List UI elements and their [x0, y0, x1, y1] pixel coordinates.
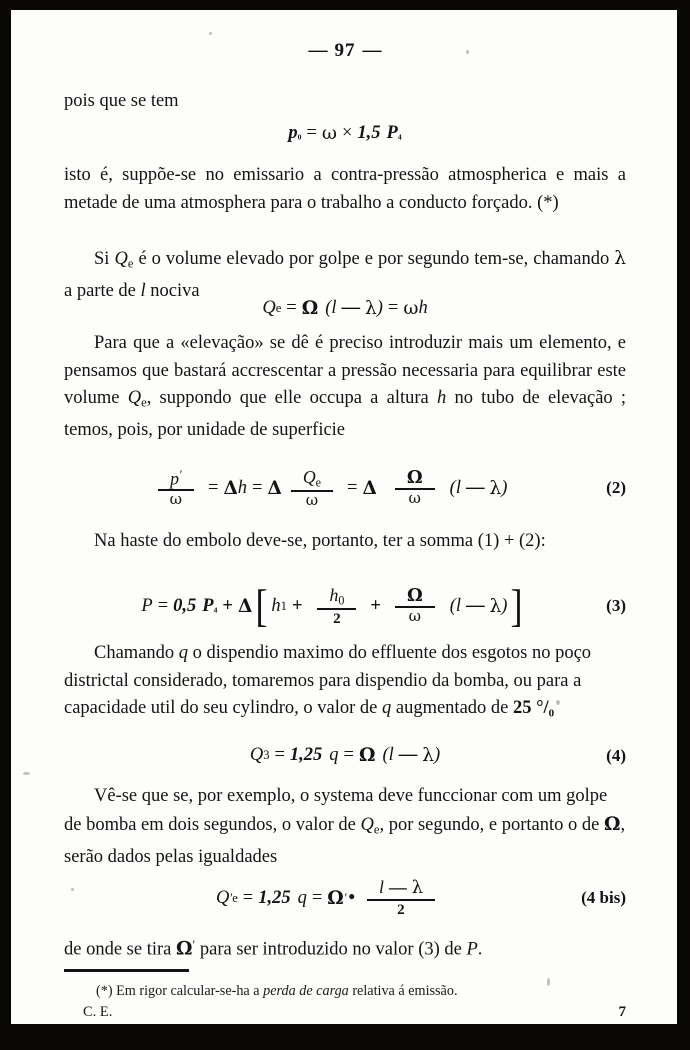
- p6-text: Chamando: [94, 643, 175, 663]
- eq1-lambda: λ: [365, 298, 377, 319]
- footnote-emphasis: perda de carga: [263, 983, 349, 999]
- eq2-denominator-omega: ω: [169, 489, 182, 508]
- p3-symbol-l: l: [140, 281, 146, 302]
- eq2-equals-2: =: [252, 477, 263, 498]
- eq3-plus-2: +: [291, 595, 303, 616]
- folio-dash-right: —: [362, 40, 382, 61]
- eq4-equals-1: =: [274, 745, 285, 765]
- eq4bis-frac: [367, 878, 435, 918]
- paragraph-si-qe: [64, 245, 626, 306]
- p6-symbol-q: q: [178, 643, 189, 663]
- eq4bis-Q-sub: e: [232, 890, 238, 905]
- eq1-h: h: [418, 298, 428, 318]
- eq4bis-lambda: λ: [411, 878, 423, 899]
- eq0-times: ×: [341, 123, 353, 143]
- p7-text: Vê-se que se, por exemplo, o systema deve funccionar com um golpe de bomba em dois segundos, o valor de: [64, 786, 608, 835]
- equation-p0: [64, 123, 626, 144]
- eq3-lparen: (: [449, 595, 456, 616]
- eq2-frac-p-omega: [158, 469, 194, 508]
- paragraph-text: isto é, suppõe-se no emissario a contra-pressão atmospherica e mais a metade de uma atmosphera para o trabalho a conducto forçado. (*): [64, 165, 626, 213]
- eq0-lhs-sub: ₀: [297, 126, 302, 140]
- eq4bis-q: q: [297, 887, 307, 908]
- eq2-rparen: ): [501, 477, 508, 498]
- eq3-right-bracket: ]: [510, 580, 524, 631]
- p3-symbol-Q: Q: [114, 249, 128, 269]
- eq3-plus-1: +: [222, 595, 233, 616]
- eq4bis-equals-1: =: [242, 887, 254, 908]
- paragraph-pois-que-se-tem: [64, 88, 626, 116]
- equation-number-4: (4): [606, 745, 626, 765]
- eq3-Pj-sub: ₄: [213, 598, 218, 613]
- eq0-omega: ω: [321, 123, 337, 144]
- p8-text: de onde se tira: [64, 939, 172, 960]
- eq2-lparen: (: [449, 477, 456, 498]
- eq2-Q: Q: [302, 466, 316, 487]
- eq3-denominator-omega: ω: [408, 607, 422, 626]
- eq2-Delta-3: Δ: [362, 477, 377, 499]
- eq1-Omega: Ω: [301, 298, 319, 319]
- folio-number: 97: [334, 40, 356, 61]
- eq3-rparen: ): [501, 595, 508, 616]
- scan-speck: [209, 32, 212, 35]
- eq1-equals-1: =: [286, 298, 297, 318]
- eq2-equals-1: =: [208, 477, 219, 498]
- eq3-h1: h: [271, 595, 281, 616]
- eq4-Q: Q: [249, 745, 264, 765]
- eq2-Delta-2: Δ: [267, 477, 282, 499]
- eq4bis-Omega: Ω: [327, 887, 344, 909]
- eq3-h0-sub: 0: [338, 592, 345, 607]
- scan-speck: [556, 700, 560, 705]
- equation-number-2: (2): [606, 478, 626, 497]
- eq4-q: q: [329, 745, 339, 765]
- paragraph-ve-se-que-se: [64, 783, 626, 871]
- scan-speck: [23, 772, 30, 775]
- folio-dash-left: —: [308, 40, 328, 61]
- equation-number-3: (3): [606, 596, 626, 615]
- eq4bis-numerator: [367, 878, 435, 899]
- eq0-P-sub: ₄: [397, 126, 402, 140]
- paragraph-isto-e: [64, 162, 626, 217]
- eq2-equals-3: =: [347, 477, 358, 498]
- eq0-equals: =: [306, 123, 317, 143]
- eq1-Q: Q: [262, 298, 276, 318]
- p7-text-3: , serão dados pelas igualdades: [64, 814, 626, 867]
- equation-4: [64, 745, 626, 766]
- p6-text-3: augmentado de: [395, 698, 509, 718]
- eq2-p: p: [170, 467, 179, 488]
- eq3-h1-sub: 1: [280, 598, 287, 613]
- equation-Qe: [64, 298, 626, 319]
- p7-symbol-sub: e: [373, 822, 380, 837]
- eq2-numerator-p: [158, 469, 194, 489]
- eq3-numerator-h0: [317, 586, 356, 608]
- eq3-l: l: [455, 595, 462, 616]
- eq4-Omega: Ω: [358, 745, 376, 766]
- equation-number-4bis: (4 bis): [581, 888, 626, 907]
- p5-text: Na haste do embolo deve-se, portanto, ter a somma (1) + (2):: [94, 531, 546, 551]
- eq4bis-denominator: 2: [397, 900, 405, 918]
- eq3-lambda: λ: [489, 595, 502, 617]
- eq2-p-prime: ′: [178, 467, 182, 482]
- eq3-frac-Omega-omega: [395, 584, 435, 626]
- signature-number: 7: [618, 1004, 626, 1020]
- eq4-minus: —: [398, 745, 418, 765]
- eq3-plus-3: +: [370, 595, 381, 616]
- eq2-h: h: [237, 477, 248, 498]
- p6-percentage: 25 °/₀: [513, 698, 555, 718]
- eq3-coefficient: 0,5: [173, 595, 197, 616]
- paragraph-text: pois que se tem: [64, 91, 179, 111]
- colophon-initials: C. E.: [83, 1004, 113, 1020]
- eq3-left-bracket: [: [255, 580, 268, 631]
- p3-lead: Si: [94, 249, 110, 269]
- eq4-Q-sub: 3: [263, 748, 270, 762]
- p3-lambda: λ: [614, 248, 627, 269]
- eq3-minus: —: [466, 595, 485, 616]
- p7-symbol-Q: Q: [360, 814, 374, 835]
- eq2-denominator-omega-2: ω: [305, 490, 319, 509]
- eq4-value: 1,25: [289, 745, 323, 765]
- scan-speck: [71, 888, 74, 891]
- eq4bis-value: 1,25: [258, 887, 291, 908]
- p8-text-2: para ser introduzido no valor (3) de: [199, 939, 462, 960]
- scan-speck: [547, 978, 550, 986]
- eq2-Delta-1: Δ: [223, 477, 238, 499]
- footnote-separator: [64, 969, 189, 972]
- eq4-l: l: [388, 745, 394, 765]
- footnote-marker: (*): [96, 983, 113, 999]
- p8-Omega: Ω: [176, 938, 193, 960]
- eq2-denominator-omega-3: ω: [408, 489, 421, 508]
- footnote-text-b: relativa á emissão.: [352, 983, 458, 999]
- eq2-numerator-Omega: Ω: [406, 466, 423, 488]
- p8-period: .: [477, 939, 483, 960]
- paragraph-na-haste: [64, 528, 626, 556]
- p7-text-2: , por segundo, e portanto o de: [379, 814, 600, 835]
- p3-text-2: a parte de: [64, 281, 136, 302]
- eq1-Q-sub: e: [275, 301, 282, 315]
- eq4-lambda: λ: [422, 745, 434, 766]
- document-page: [11, 10, 677, 1024]
- paragraph-chamando-q: [64, 640, 626, 723]
- eq0-value: 1,5: [357, 123, 381, 143]
- p8-symbol-P: P: [466, 939, 478, 960]
- eq3-numerator-Omega: Ω: [406, 584, 423, 606]
- paragraph-de-onde-se-tira: [64, 932, 626, 964]
- eq4bis-equals-2: =: [311, 887, 323, 908]
- p4-text: Para que a «elevação» se dê é preciso introduzir mais um elemento, e pensamos que bastará accrescentar a pressão necessaria para equilibrar este volume: [64, 333, 626, 408]
- p3-text: é o volume elevado por golpe e por segundo tem-se, chamando: [138, 249, 610, 269]
- scan-speck: [466, 50, 469, 54]
- equation-3: [64, 578, 626, 634]
- eq1-equals-2: =: [387, 298, 399, 318]
- p6-symbol-q2: q: [382, 698, 392, 718]
- eq4bis-Q-prime: ′: [229, 890, 233, 905]
- p7-Omega: Ω: [603, 813, 621, 835]
- paragraph-para-que-a-elevacao: [64, 330, 626, 445]
- equation-2: [64, 459, 626, 517]
- colophon: [83, 1004, 626, 1021]
- page-folio: [64, 40, 626, 62]
- eq4bis-minus: —: [388, 877, 407, 898]
- eq4bis-dot: •: [348, 887, 355, 908]
- eq2-l: l: [455, 477, 461, 498]
- eq4bis-Q: Q: [216, 887, 230, 908]
- eq2-minus: —: [465, 477, 485, 498]
- eq1-omega: ω: [403, 298, 419, 319]
- eq3-h0: h: [329, 584, 339, 605]
- eq0-lhs: p: [288, 123, 298, 143]
- eq1-minus: —: [341, 298, 360, 318]
- eq4-rparen: ): [434, 745, 441, 765]
- eq3-frac-h0-2: [317, 586, 356, 627]
- p4-text-2: , suppondo que elle occupa a altura: [146, 388, 429, 408]
- eq1-l: l: [331, 298, 337, 318]
- p3-symbol-sub: e: [127, 256, 134, 271]
- equation-4bis: [64, 870, 626, 926]
- p4-symbol-Q: Q: [127, 388, 142, 408]
- eq2-frac-Qe-omega: [291, 468, 333, 509]
- eq1-rparen: ): [376, 298, 383, 318]
- eq1-lparen: (: [325, 298, 332, 318]
- p8-prime: ′: [192, 938, 196, 952]
- eq4-lparen: (: [382, 745, 389, 765]
- p4-symbol-h: h: [436, 388, 447, 408]
- eq3-P: P: [141, 595, 153, 616]
- p4-text-3: no tubo de elevação ; temos, pois, por unidade de superficie: [64, 388, 627, 441]
- footnote-text-a: Em rigor calcular-se-ha a: [116, 983, 260, 999]
- eq3-denominator-2: 2: [333, 609, 341, 627]
- p6-text-2: o dispendio maximo do effluente dos esgotos no poço districtal considerado, tomaremos para dispendio da bomba, ou para a capacidade util do seu cylindro, o valor de: [64, 643, 592, 718]
- eq4bis-Omega-prime: ′: [343, 890, 347, 905]
- eq3-equals: =: [157, 595, 169, 616]
- eq2-lambda: λ: [489, 477, 502, 499]
- eq2-Q-sub: e: [315, 474, 322, 489]
- eq2-frac-Omega-omega: [395, 466, 435, 508]
- eq3-Pj: P: [202, 595, 214, 616]
- eq4-equals-2: =: [343, 745, 354, 765]
- p4-symbol-sub: e: [141, 395, 147, 410]
- eq4bis-l: l: [379, 877, 384, 898]
- p3-text-3: nociva: [150, 281, 200, 302]
- eq3-Delta: Δ: [237, 595, 253, 617]
- eq2-numerator-Qe: [291, 468, 333, 490]
- eq0-P: P: [386, 123, 398, 143]
